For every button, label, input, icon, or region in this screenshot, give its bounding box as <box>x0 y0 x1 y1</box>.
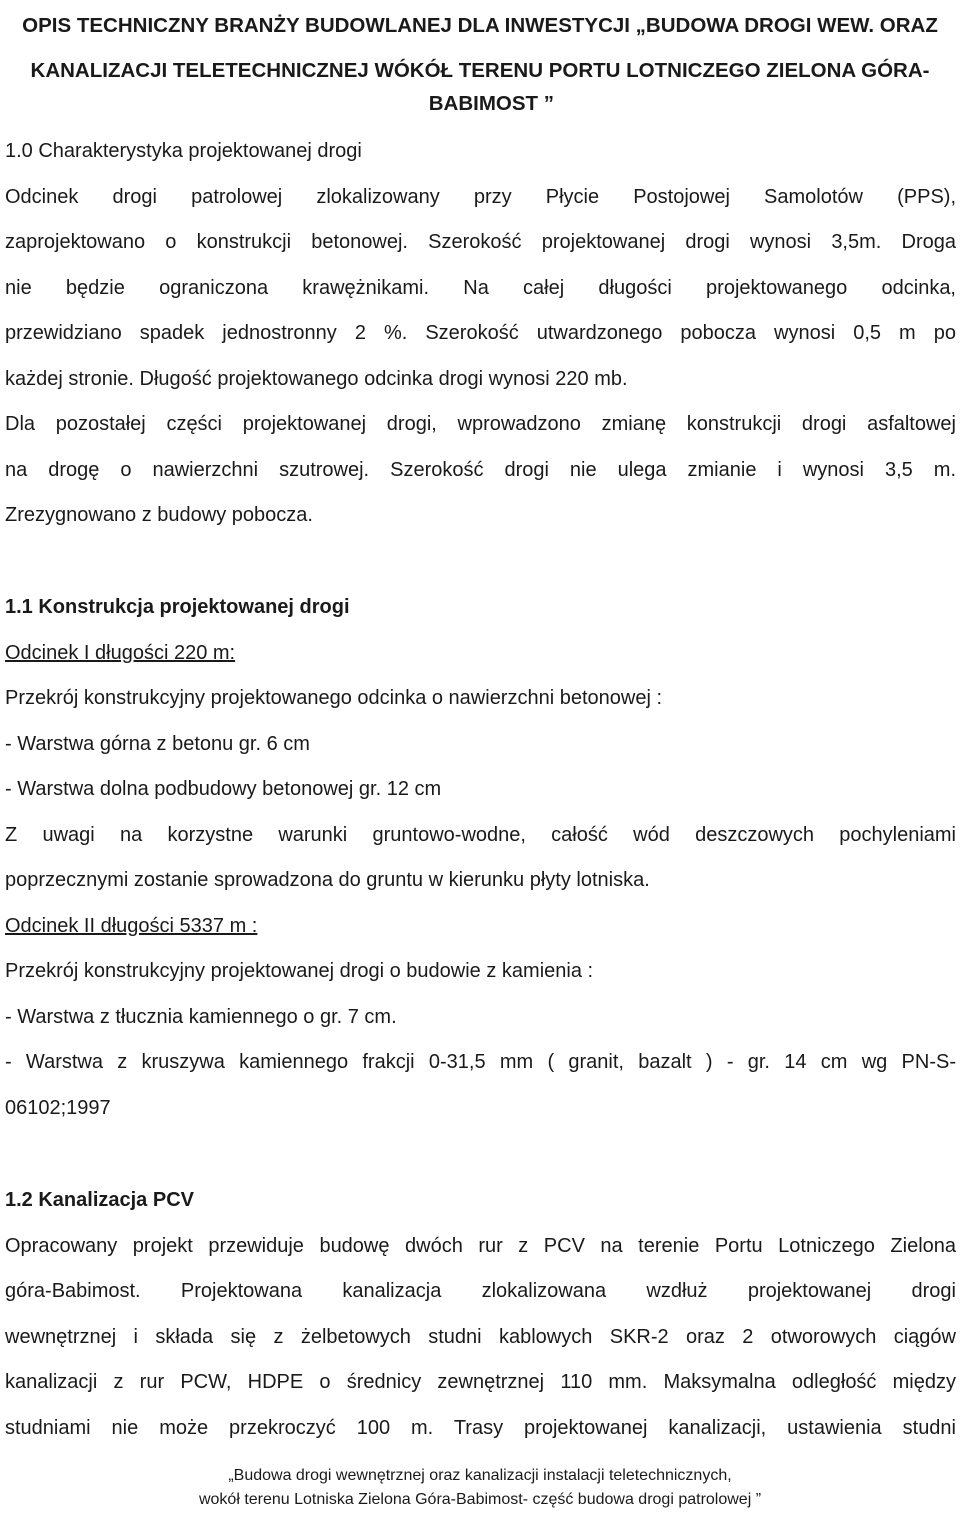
paragraph-line: Przekrój konstrukcyjny projektowanego odcinka o nawierzchni betonowej : <box>5 687 663 709</box>
footer-line-2: wokół terenu Lotniska Zielona Góra-Babimost- część budowa drogi patrolowej ” <box>198 1491 762 1508</box>
section-heading: 1.2 Kanalizacja PCV <box>5 1189 194 1211</box>
paragraph-line: Przekrój konstrukcyjny projektowanej drogi o budowie z kamienia : <box>5 960 594 982</box>
subsection-heading-odcinek-1: Odcinek I długości 220 m: <box>5 641 236 664</box>
paragraph-line: Z uwagi na korzystne warunki gruntowo-wodne, całość wód deszczowych pochyleniami <box>5 823 956 846</box>
list-item: - Warstwa z tłucznia kamiennego o gr. 7 cm. <box>5 1005 397 1028</box>
page-footer <box>0 1464 960 1512</box>
subsection-heading-odcinek-2: Odcinek II długości 5337 m : <box>5 914 258 937</box>
paragraph-line: na drogę o nawierzchni szutrowej. Szerokość drogi nie ulega zmianie i wynosi 3,5 m. <box>5 458 956 481</box>
list-item: - Warstwa górna z betonu gr. 6 cm <box>5 732 310 755</box>
list-item: - Warstwa z kruszywa kamiennego frakcji 0-31,5 mm ( granit, bazalt ) - gr. 14 cm wg PN-S- <box>5 1051 956 1073</box>
paragraph-line: Dla pozostałej części projektowanej drogi, wprowadzono zmianę konstrukcji drogi asfaltowej <box>5 413 956 435</box>
paragraph-line: góra-Babimost. Projektowana kanalizacja zlokalizowana wzdłuż projektowanej drogi <box>5 1280 956 1302</box>
title-line-3: BABIMOST ” <box>428 92 554 115</box>
section-1-0 <box>5 129 956 539</box>
paragraph-line: 06102;1997 <box>5 1096 111 1119</box>
paragraph-line: nie będzie ograniczona krawężnikami. Na całej długości projektowanego odcinka, <box>5 276 956 299</box>
section-1-1 <box>5 585 956 1131</box>
document-title <box>4 3 956 119</box>
paragraph-line: Zrezygnowano z budowy pobocza. <box>5 504 313 526</box>
paragraph-line: poprzecznymi zostanie sprowadzona do gruntu w kierunku płyty lotniska. <box>5 869 650 891</box>
section-heading: 1.1 Konstrukcja projektowanej drogi <box>5 596 350 618</box>
paragraph-line: Odcinek drogi patrolowej zlokalizowany przy Płycie Postojowej Samolotów (PPS), <box>5 185 956 208</box>
paragraph-line: Opracowany projekt przewiduje budowę dwóch rur z PCV na terenie Portu Lotniczego Zielona <box>5 1234 956 1257</box>
paragraph-line: zaprojektowano o konstrukcji betonowej. Szerokość projektowanej drogi wynosi 3,5m. Droga <box>5 231 956 253</box>
paragraph-line: studniami nie może przekroczyć 100 m. Trasy projektowanej kanalizacji, ustawienia studni <box>5 1416 956 1439</box>
section-heading: 1.0 Charakterystyka projektowanej drogi <box>5 140 362 162</box>
paragraph-line: każdej stronie. Długość projektowanego odcinka drogi wynosi 220 mb. <box>5 367 628 390</box>
paragraph-line: wewnętrznej i składa się z żelbetowych studni kablowych SKR-2 oraz 2 otworowych ciągów <box>5 1325 956 1348</box>
title-line-2: KANALIZACJI TELETECHNICZNEJ WÓKÓŁ TERENU PORTU LOTNICZEGO ZIELONA GÓRA- <box>30 59 930 82</box>
paragraph-line: przewidziano spadek jednostronny 2 %. Szerokość utwardzonego pobocza wynosi 0,5 m po <box>5 322 956 344</box>
title-line-1: OPIS TECHNICZNY BRANŻY BUDOWLANEJ DLA INWESTYCJI „BUDOWA DROGI WEW. ORAZ <box>22 14 938 37</box>
section-1-2 <box>5 1178 956 1451</box>
footer-line-1: „Budowa drogi wewnętrznej oraz kanalizacji instalacji teletechnicznych, <box>228 1467 732 1484</box>
list-item: - Warstwa dolna podbudowy betonowej gr. 12 cm <box>5 778 442 800</box>
paragraph-line: kanalizacji z rur PCW, HDPE o średnicy zewnętrznej 110 mm. Maksymalna odległość między <box>5 1371 956 1393</box>
